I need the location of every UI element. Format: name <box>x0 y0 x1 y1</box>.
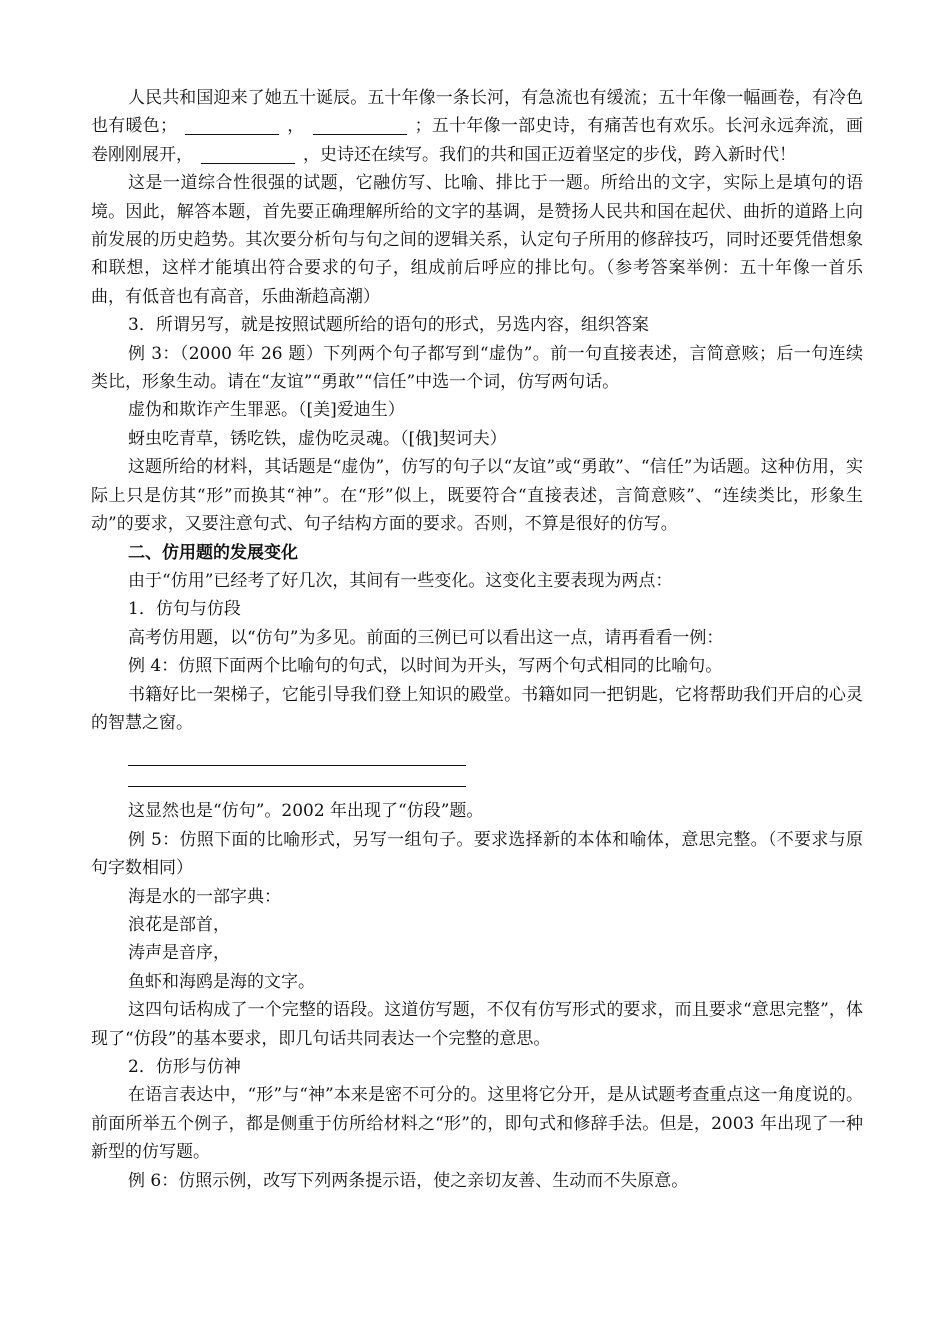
answer-line[interactable] <box>128 766 466 787</box>
quote-chekhov: 蚜虫吃青草，锈吃铁，虚伪吃灵魂。（[俄]契诃夫） <box>128 428 507 449</box>
example-3-question: 例 3：（2000 年 26 题）下列两个句子都写到“虚伪”。前一句直接表述，言简意赅；后一句连续类比，形象生动。请在“友谊”“勇敢”“信任”中选一个词，仿写两句话。 <box>91 343 863 393</box>
answer-blank[interactable] <box>201 145 295 164</box>
example-4-question: 例 4：仿照下面两个比喻句的句式，以时间为开头，写两个句式相同的比喻句。 <box>128 656 723 677</box>
example-5-question: 例 5：仿照下面的比喻形式，另写一组句子。要求选择新的本体和喻体，意思完整。（不要求与原句字数相同） <box>91 829 863 879</box>
paragraph-text: 这显然也是“仿句”。2002 年出现了“仿段”题。 <box>128 801 484 822</box>
section-point-3: 3．所谓另写，就是按照试题所给的语句的形式，另选内容，组织答案 <box>128 315 649 336</box>
poem-line: 浪花是部首， <box>128 914 230 935</box>
section-heading: 二、仿用题的发展变化 <box>128 542 298 563</box>
document-body <box>91 84 863 1195</box>
paragraph-analysis-3: 这题所给的材料，其话题是“虚伪”，仿写的句子以“友谊”或“勇敢”、“信任”为话题。这种仿用，实际上只是仿其“形”而换其“神”。在“形”似上，既要符合“直接表述，言简意赅”、“连续类比，形象生动”的要求，又要注意句式、句子结构方面的要求。否则，不算是很好的仿写。 <box>91 457 863 535</box>
answer-blank[interactable] <box>185 116 279 135</box>
example-4-material: 书籍好比一架梯子，它能引导我们登上知识的殿堂。书籍如同一把钥匙，它将帮助我们开启的心灵的智慧之窗。 <box>91 684 863 733</box>
answer-blank[interactable] <box>313 116 407 135</box>
paragraph-intro: 由于“仿用”已经考了好几次，其间有一些变化。这变化主要表现为两点： <box>128 570 673 591</box>
subheading-2: 2．仿形与仿神 <box>128 1057 241 1077</box>
paragraph-text: 高考仿用题，以“仿句”为多见。前面的三例已可以看出这一点，请再看看一例： <box>128 627 724 648</box>
poem-line: 鱼虾和海鸥是海的文字。 <box>128 971 315 992</box>
paragraph-text: 在语言表达中，“形”与“神”本来是密不可分的。这里将它分开，是从试题考查重点这一角度说的。前面所举五个例子，都是侧重于仿所给材料之“形”的，即句式和修辞手法。但是，2003 年出现了一种新型的仿写题。 <box>91 1085 863 1163</box>
example-6-question: 例 6：仿照示例，改写下列两条提示语，使之亲切友善、生动而不失原意。 <box>128 1170 689 1191</box>
poem-line: 涛声是音序， <box>128 943 230 964</box>
subheading-1: 1．仿句与仿段 <box>128 599 241 620</box>
paragraph-example-text: 人民共和国迎来了她五十诞辰。五十年像一条长河，有急流也有缓流；五十年像一幅画卷，有冷色也有暖色； ， ；五十年像一部史诗，有痛苦也有欢乐。长河永远奔流，画卷刚刚展开， ，史诗还在续写。我们的共和国正迈着坚定的步伐，跨入新时代！ <box>91 88 864 165</box>
paragraph-analysis-5: 这四句话构成了一个完整的语段。这道仿写题，不仅有仿写形式的要求，而且要求“意思完整”，体现了“仿段”的基本要求，即几句话共同表达一个完整的意思。 <box>91 1000 863 1049</box>
quote-edison: 虚伪和欺诈产生罪恶。（[美]爱迪生） <box>128 400 405 421</box>
paragraph-analysis: 这是一道综合性很强的试题，它融仿写、比喻、排比于一题。所给出的文字，实际上是填句的语境。因此，解答本题，首先要正确理解所给的文字的基调，是赞扬人民共和国在起伏、曲折的道路上向前发展的历史趋势。其次要分析句与句之间的逻辑关系，认定句子所用的修辞技巧，同时还要凭借想象和联想，这样才能填出符合要求的句子，组成前后呼应的排比句。（参考答案举例：五十年像一首乐曲，有低音也有高音，乐曲渐趋高潮） <box>91 173 863 307</box>
answer-line[interactable] <box>128 745 466 766</box>
poem-line: 海是水的一部字典： <box>128 886 281 907</box>
